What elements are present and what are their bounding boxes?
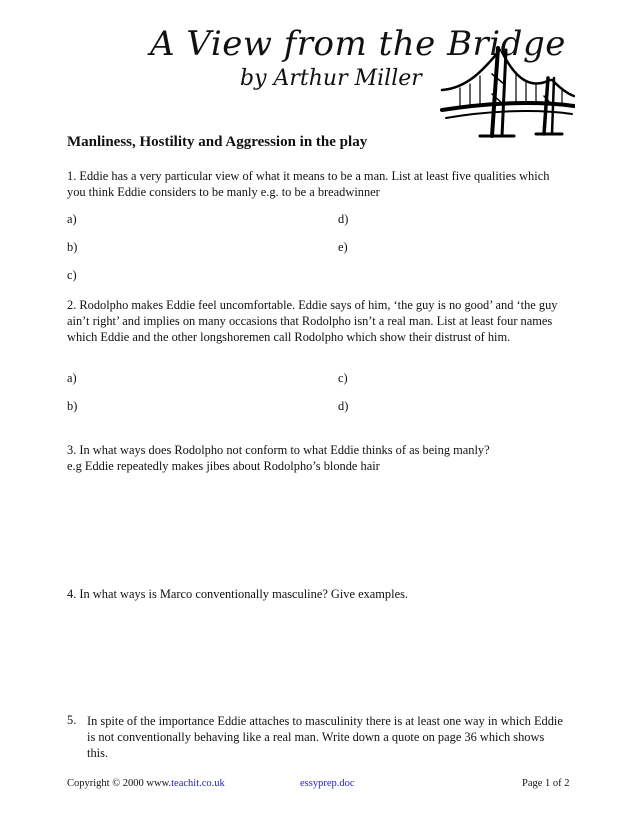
bridge-icon [440,44,575,140]
q2-answer-label-b: b) [67,399,78,413]
q2-line-3: which Eddie and the other longshoremen call Rodolpho which show their distrust of him. [67,330,511,344]
section-heading: Manliness, Hostility and Aggression in the play [67,134,368,150]
q2-line-2: ain’t right’ and implies on many occasions that Rodolpho isn’t a real man. List at least four names [67,314,553,328]
q2-answer-label-a: a) [67,371,77,385]
q1-line-1: 1. Eddie has a very particular view of what it means to be a man. List at least five qualities which [67,169,550,183]
document-title: A View from the Bridge [150,24,566,64]
site-link[interactable]: teachit.co.uk [171,778,225,789]
footer-filename[interactable]: essyprep.doc [300,778,355,789]
q1-line-2: you think Eddie considers to be manly e.g. to be a breadwinner [67,185,380,199]
q1-answer-label-e: e) [338,240,348,254]
q5-line-1: In spite of the importance Eddie attaches to masculinity there is at least one way in which Eddie [87,714,563,728]
copyright-prefix: Copyright © 2000 www. [67,778,172,789]
q5-line-3: this. [87,746,108,760]
q2-answer-label-c: c) [338,371,348,385]
q1-answer-label-d: d) [338,212,349,226]
q3-line-2: e.g Eddie repeatedly makes jibes about Rodolpho’s blonde hair [67,459,380,473]
q2-answer-label-d: d) [338,399,349,413]
q2-line-1: 2. Rodolpho makes Eddie feel uncomfortable. Eddie says of him, ‘the guy is no good’ and ‘the guy [67,298,558,312]
q4-line-1: 4. In what ways is Marco conventionally masculine? Give examples. [67,587,408,601]
q3-line-1: 3. In what ways does Rodolpho not conform to what Eddie thinks of as being manly? [67,443,490,457]
q1-answer-label-b: b) [67,240,78,254]
footer-page-number: Page 1 of 2 [522,778,570,789]
q5-number: 5. [67,713,77,727]
q1-answer-label-a: a) [67,212,77,226]
q1-answer-label-c: c) [67,268,77,282]
q5-line-2: is not conventionally behaving like a real man. Write down a quote on page 36 which shows [87,730,545,744]
document-author: by Arthur Miller [240,66,422,91]
footer-copyright [67,778,225,789]
